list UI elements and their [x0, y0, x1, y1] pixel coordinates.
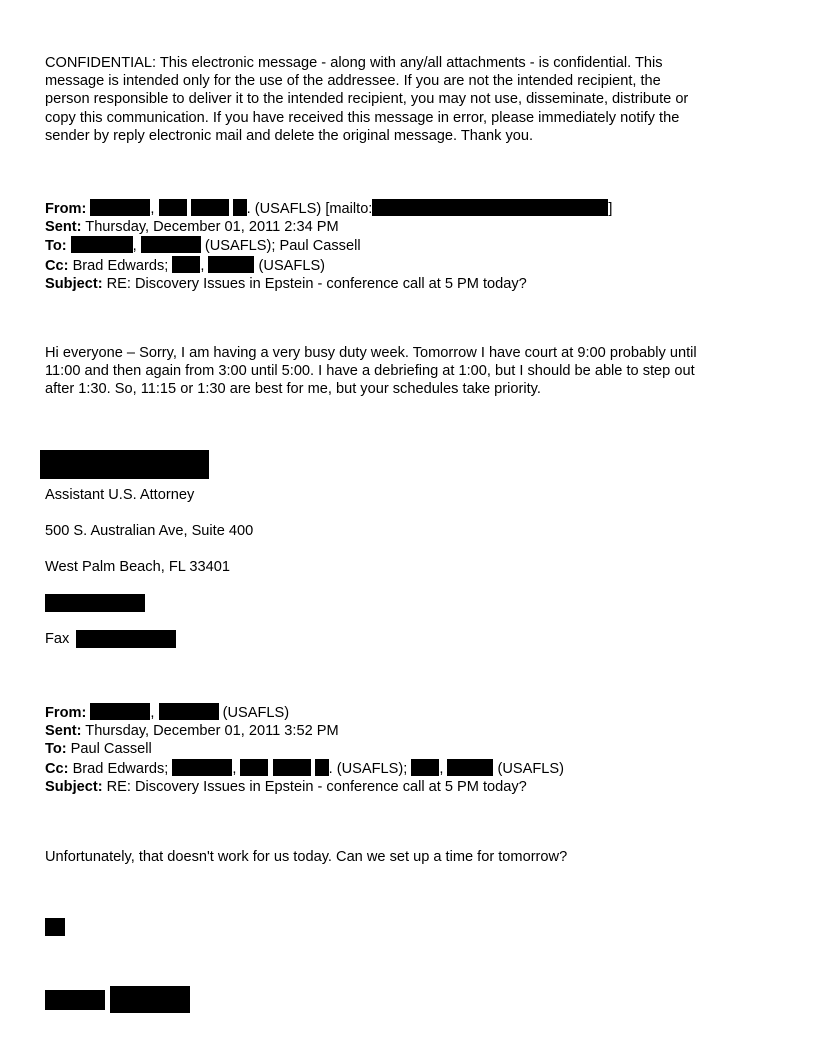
- confidentiality-notice: [45, 54, 776, 145]
- disclaimer-line: person responsible to deliver it to the intended recipient, you may not use, disseminate, distribute or: [45, 91, 689, 108]
- fax-line: [45, 631, 69, 647]
- signature-title: Assistant U.S. Attorney: [45, 487, 195, 503]
- sent-value: Thursday, December 01, 2011 3:52 PM: [85, 723, 339, 740]
- cc-label: Cc:: [45, 257, 69, 274]
- to-text: (USAFLS); Paul Cassell: [204, 238, 361, 255]
- sent-line: [45, 218, 776, 236]
- email-header-2: [45, 703, 776, 796]
- redaction-box: [273, 759, 311, 776]
- cc-line: [45, 256, 776, 275]
- to-line: [45, 236, 776, 255]
- redaction-box: [208, 256, 254, 273]
- redaction-box: [40, 450, 209, 479]
- body-line: Hi everyone – Sorry, I am having a very busy duty week. Tomorrow I have court at 9:00 probably until: [45, 345, 697, 361]
- disclaimer-line: CONFIDENTIAL: This electronic message - along with any/all attachments - is confidential. This: [45, 55, 663, 71]
- redaction-box: [315, 759, 329, 776]
- subject-line: [45, 778, 776, 796]
- to-label: To:: [45, 741, 67, 758]
- redaction-box: [372, 199, 608, 216]
- redaction-box: [411, 759, 439, 776]
- redaction-box: [45, 594, 145, 612]
- subject-label: Subject:: [45, 275, 103, 292]
- from-text: (USAFLS): [222, 705, 290, 721]
- from-line: [45, 703, 776, 722]
- cc-text: Brad Edwards;: [72, 257, 169, 274]
- redaction-box: [110, 986, 190, 1013]
- from-label: From:: [45, 705, 87, 721]
- email-body-1: [45, 344, 776, 399]
- comma: ,: [439, 760, 444, 777]
- email-header-1: [45, 199, 776, 293]
- redaction-box: [172, 759, 232, 776]
- disclaimer-line: message is intended only for the use of the addressee. If you are not the intended recipient, the: [45, 73, 661, 90]
- redaction-box: [76, 630, 176, 648]
- cc-text: (USAFLS): [497, 760, 565, 777]
- redaction-box: [191, 199, 229, 216]
- subject-value: RE: Discovery Issues in Epstein - conference call at 5 PM today?: [106, 275, 527, 292]
- cc-text: Brad Edwards;: [72, 760, 169, 777]
- cc-text: (USAFLS): [258, 257, 326, 274]
- disclaimer-line: sender by reply electronic mail and delete the original message. Thank you.: [45, 127, 534, 144]
- redaction-box: [159, 703, 219, 720]
- signature-city: West Palm Beach, FL 33401: [45, 559, 230, 575]
- redaction-box: [233, 199, 247, 216]
- cc-label: Cc:: [45, 760, 69, 777]
- sent-label: Sent:: [45, 723, 82, 740]
- sent-value: Thursday, December 01, 2011 2:34 PM: [85, 219, 339, 236]
- comma: ,: [150, 705, 155, 721]
- to-value: Paul Cassell: [70, 741, 152, 758]
- redaction-box: [90, 199, 150, 216]
- comma: ,: [132, 238, 137, 255]
- disclaimer-line: copy this communication. If you have received this message in error, please immediately notify the: [45, 109, 680, 126]
- comma: ,: [150, 201, 155, 217]
- subject-line: [45, 275, 776, 293]
- signature-address: 500 S. Australian Ave, Suite 400: [45, 523, 254, 539]
- redaction-box: [447, 759, 493, 776]
- cc-text: . (USAFLS);: [328, 760, 408, 777]
- redaction-box: [45, 990, 105, 1010]
- body-line: Unfortunately, that doesn't work for us today. Can we set up a time for tomorrow?: [45, 849, 568, 865]
- redaction-box: [45, 918, 65, 936]
- sent-label: Sent:: [45, 219, 82, 236]
- body-line: after 1:30. So, 11:15 or 1:30 are best for me, but your schedules take priority.: [45, 381, 541, 398]
- body-line: 11:00 and then again from 3:00 until 5:00. I have a debriefing at 1:00, but I should be able to step out: [45, 363, 695, 380]
- to-line: [45, 740, 776, 758]
- email-body-2: [45, 848, 776, 866]
- fax-label: Fax: [45, 631, 70, 647]
- redaction-box: [141, 236, 201, 253]
- redaction-box: [90, 703, 150, 720]
- redaction-box: [71, 236, 133, 253]
- from-line: [45, 199, 776, 218]
- comma: ,: [200, 257, 205, 274]
- from-label: From:: [45, 201, 87, 217]
- redaction-box: [240, 759, 268, 776]
- redaction-box: [159, 199, 187, 216]
- from-text: . (USAFLS) [mailto:: [246, 201, 373, 217]
- sent-line: [45, 722, 776, 740]
- subject-value: RE: Discovery Issues in Epstein - conference call at 5 PM today?: [106, 778, 527, 795]
- redaction-box: [172, 256, 200, 273]
- comma: ,: [232, 760, 237, 777]
- subject-label: Subject:: [45, 778, 103, 795]
- from-text: ]: [608, 201, 613, 217]
- to-label: To:: [45, 238, 67, 255]
- cc-line: [45, 759, 776, 778]
